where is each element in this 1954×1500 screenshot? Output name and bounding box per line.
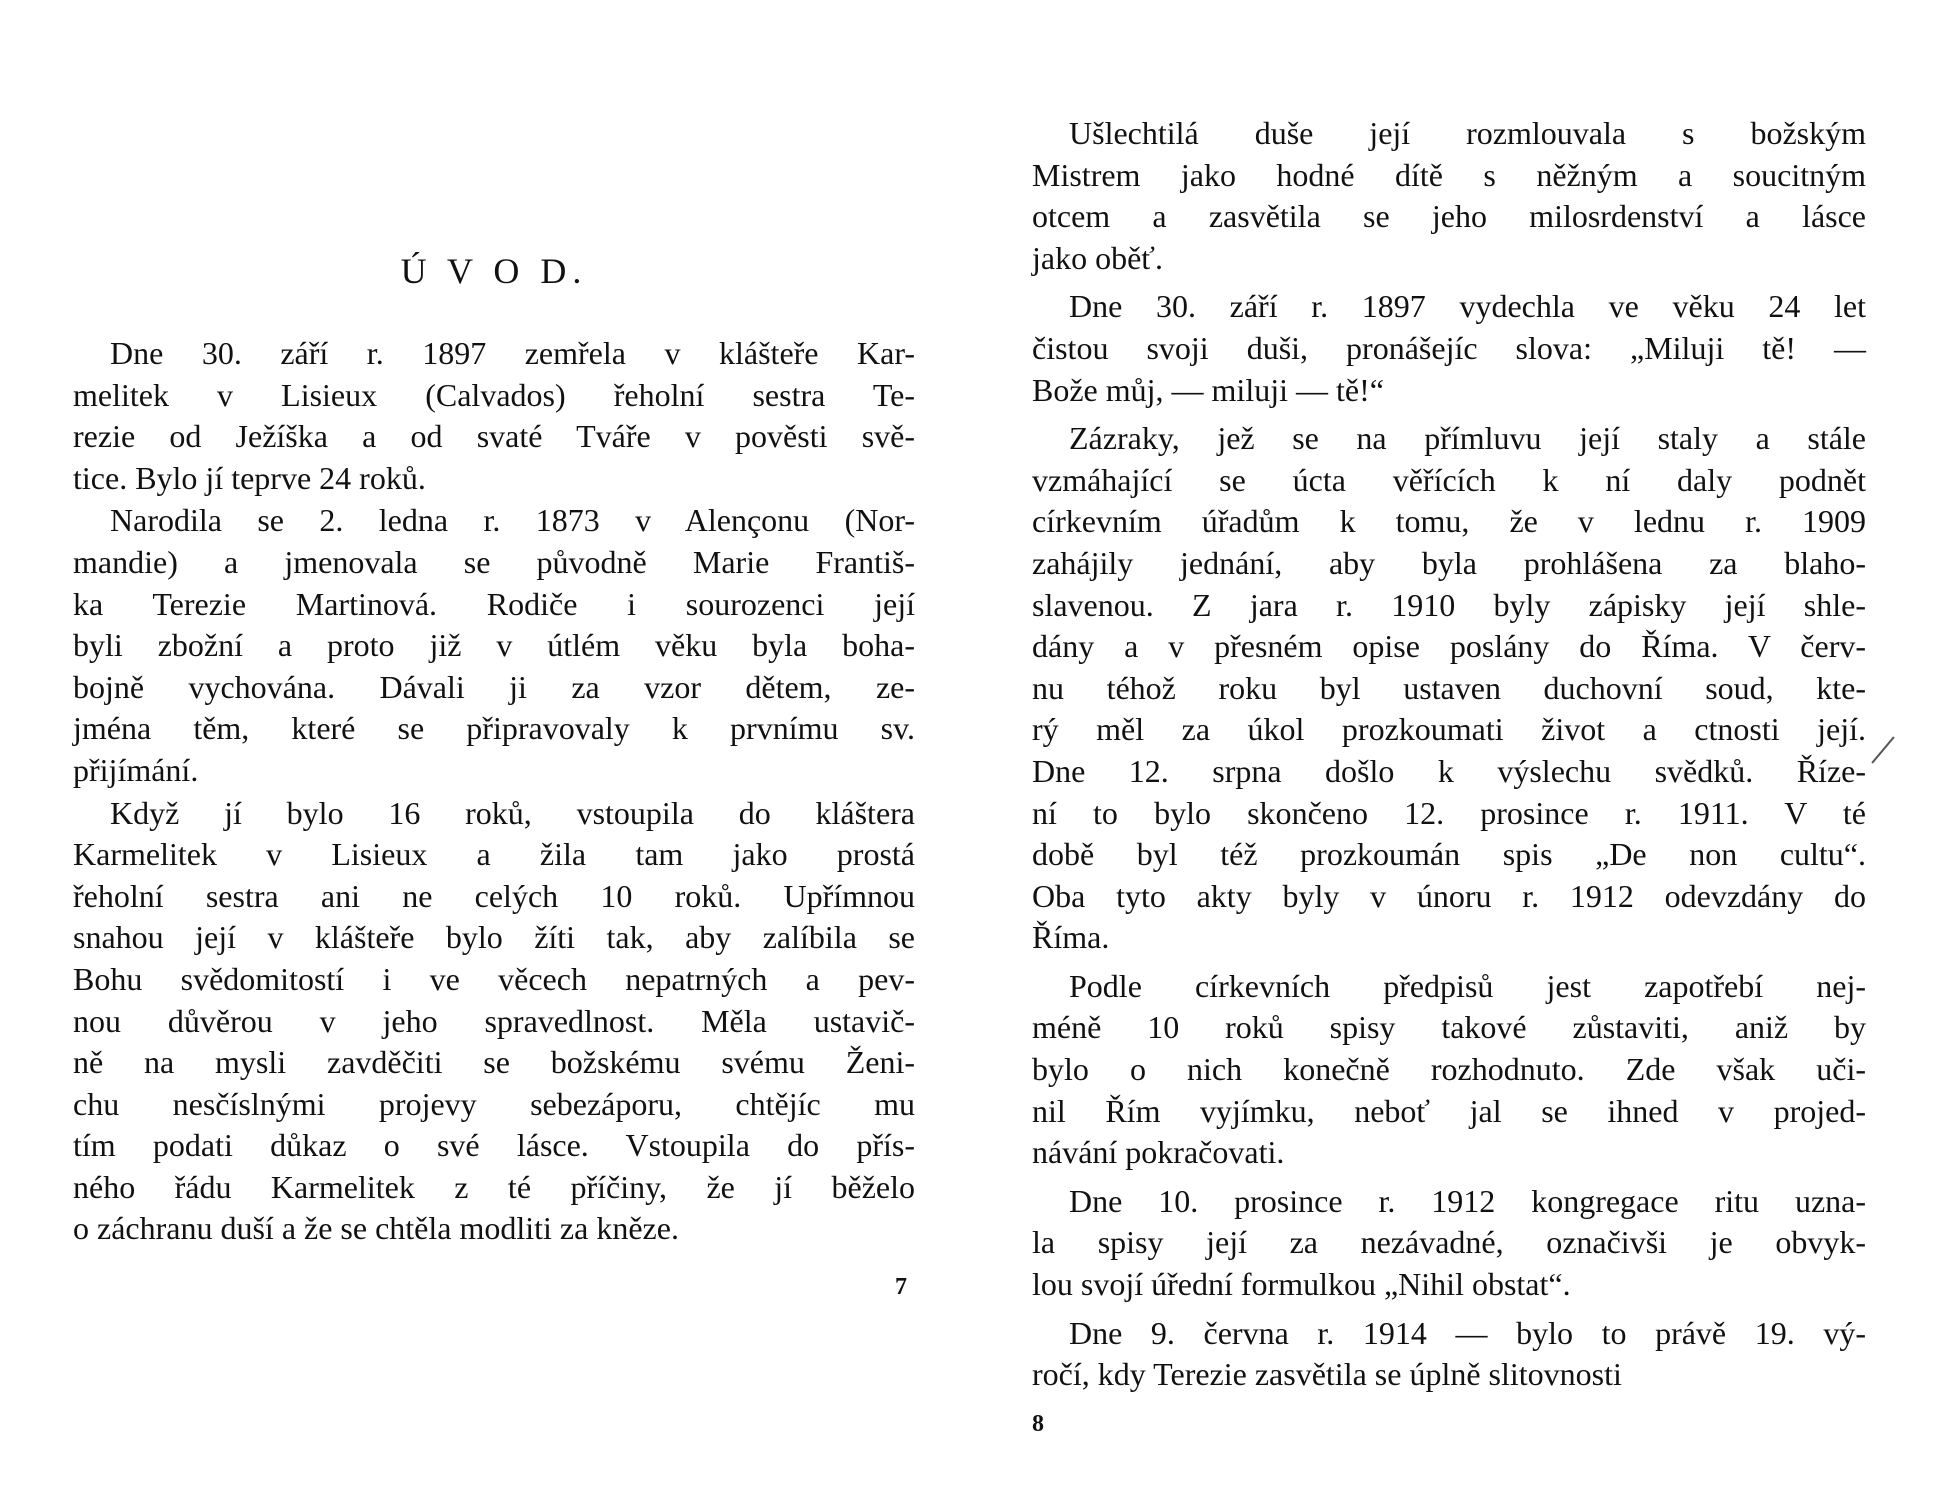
paragraph — [73, 500, 915, 791]
text-line: o záchranu duší a že se chtěla modliti za kněze. — [73, 1210, 679, 1247]
text-line: Když jí bylo 16 roků, vstoupila do kláštera — [110, 794, 915, 831]
text-line: Ušlechtilá duše její rozmlouvala s božským — [1069, 115, 1866, 151]
text-line: Říma. — [1032, 919, 1110, 956]
text-line: Bože můj, — miluji — tě!“ — [1032, 371, 1384, 408]
text-line: Dne 30. září r. 1897 zemřela v klášteře Kar- — [110, 335, 915, 371]
text-line: ní to bylo skončeno 12. prosince r. 1911. V té — [1032, 794, 1866, 831]
text-line: bylo o nich konečně rozhodnuto. Zde však uči- — [1032, 1051, 1866, 1088]
text-line: tice. Bylo jí teprve 24 roků. — [73, 459, 426, 496]
text-line: Mistrem jako hodné dítě s něžným a soucitným — [1032, 156, 1866, 193]
text-line: dány a v přesném opise poslány do Říma. V červ- — [1032, 628, 1866, 665]
text-line: slavenou. Z jara r. 1910 byly zápisky její shle- — [1032, 586, 1866, 623]
text-line: řeholní sestra ani ne celých 10 roků. Upřímnou — [73, 877, 915, 914]
text-line: rezie od Ježíška a od svaté Tváře v pověsti svě- — [73, 418, 915, 455]
text-line: lou svojí úřední formulkou „Nihil obstat“. — [1032, 1266, 1571, 1303]
chapter-title: Ú V O D. — [400, 251, 588, 291]
text-line: Podle církevních předpisů jest zapotřebí nej- — [1069, 967, 1866, 1004]
paragraph — [1032, 286, 1866, 411]
paragraph — [73, 333, 915, 499]
text-line: rý měl za úkol prozkoumati život a ctnosti její. — [1032, 711, 1866, 748]
paragraph — [73, 793, 915, 1251]
paragraph — [1032, 1313, 1866, 1396]
paragraph — [1032, 418, 1866, 959]
text-line: Dne 12. srpna došlo k výslechu svědků. Říze- — [1032, 752, 1866, 789]
text-line: méně 10 roků spisy takové zůstaviti, aniž by — [1032, 1009, 1866, 1046]
text-line: mandie) a jmenovala se původně Marie Františ- — [73, 543, 915, 580]
text-line: ročí, kdy Terezie zasvětila se úplně slitovnosti — [1032, 1356, 1622, 1393]
text-line: době byl též prozkoumán spis „De non cultu“. — [1032, 836, 1866, 873]
text-line: ka Terezie Martinová. Rodiče i sourozenci její — [73, 585, 915, 622]
paragraph — [1032, 1181, 1866, 1306]
left-page — [73, 0, 915, 1500]
text-line: chu nesčíslnými projevy sebezáporu, chtějíc mu — [73, 1085, 915, 1122]
text-line: nou důvěrou v jeho spravedlnost. Měla ustavič- — [73, 1002, 915, 1039]
text-line: Dne 30. září r. 1897 vydechla ve věku 24 let — [1069, 288, 1866, 325]
text-line: la spisy její za nezávadné, označivši je obvyk- — [1032, 1224, 1866, 1261]
text-line: Oba tyto akty byly v únoru r. 1912 odevzdány do — [1032, 877, 1866, 914]
text-line: jména těm, které se připravovaly k prvnímu sv. — [73, 710, 915, 747]
text-line: návání pokračovati. — [1032, 1134, 1285, 1171]
text-line: Karmelitek v Lisieux a žila tam jako prostá — [73, 836, 915, 873]
text-line: církevním úřadům k tomu, že v lednu r. 1909 — [1032, 503, 1866, 540]
paragraph — [1032, 966, 1866, 1174]
text-line: zahájily jednání, aby byla prohlášena za blaho- — [1032, 544, 1866, 581]
text-line: Zázraky, jež se na přímluvu její staly a stále — [1069, 420, 1866, 457]
text-line: snahou její v klášteře bylo žíti tak, aby zalíbila se — [73, 919, 915, 956]
right-page-text — [1032, 113, 1866, 1396]
text-line: Bohu svědomitostí i ve věcech nepatrných a pev- — [73, 960, 915, 997]
text-line: nil Řím vyjímku, neboť jal se ihned v projed- — [1032, 1092, 1866, 1129]
text-line: vzmáhající se úcta věřících k ní daly podnět — [1032, 461, 1866, 498]
text-line: bojně vychována. Dávali ji za vzor dětem, ze- — [73, 668, 915, 705]
text-line: otcem a zasvětila se jeho milosrdenství a lásce — [1032, 198, 1866, 235]
text-line: nu téhož roku byl ustaven duchovní soud, kte- — [1032, 669, 1866, 706]
text-line: tím podati důkaz o své lásce. Vstoupila do přís- — [73, 1127, 915, 1164]
text-line: byli zbožní a proto již v útlém věku byla boha- — [73, 627, 915, 664]
text-line: Dne 10. prosince r. 1912 kongregace ritu uzna- — [1069, 1182, 1866, 1219]
text-line: Narodila se 2. ledna r. 1873 v Alençonu (Nor- — [110, 502, 915, 539]
text-line: ně na mysli zavděčiti se božskému svému Ženi- — [73, 1044, 915, 1081]
page-number: 7 — [895, 1274, 907, 1300]
text-line: přijímání. — [73, 751, 199, 788]
left-page-text — [73, 333, 915, 1250]
page-number: 8 — [1032, 1411, 1044, 1437]
text-line: melitek v Lisieux (Calvados) řeholní sestra Te- — [73, 376, 915, 413]
paragraph — [1032, 113, 1866, 279]
right-page — [1032, 0, 1866, 1500]
scan-mark — [1871, 736, 1894, 763]
text-line: čistou svoji duši, pronášejíc slova: „Miluji tě! — — [1032, 329, 1866, 366]
text-line: ného řádu Karmelitek z té příčiny, že jí běželo — [73, 1168, 915, 1205]
text-line: jako oběť. — [1032, 239, 1163, 276]
text-line: Dne 9. června r. 1914 — bylo to právě 19. vý- — [1069, 1314, 1866, 1351]
